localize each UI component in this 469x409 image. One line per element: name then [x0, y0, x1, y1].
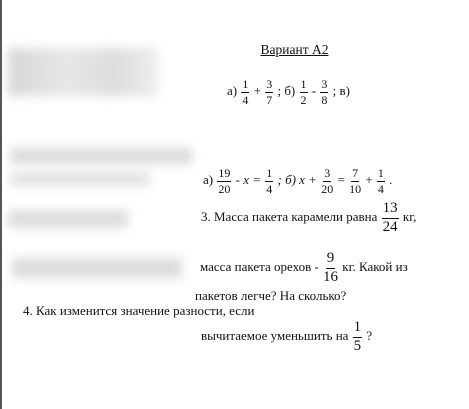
exercise-2-line — [203, 167, 392, 195]
fraction: $\frac{1}{5}$ — [353, 319, 362, 354]
task-text: масса пакета орехов - — [200, 259, 319, 275]
fraction: $\frac{19}{20}$ — [218, 166, 231, 196]
task-3-line-3 — [195, 289, 346, 302]
left-border-line — [0, 0, 2, 409]
operator: + — [365, 172, 373, 188]
fraction: $\frac{9}{16}$ — [323, 250, 339, 285]
blurred-region — [12, 258, 182, 278]
fraction: $\frac{1}{2}$ — [300, 77, 307, 107]
task-3-line-2 — [200, 251, 408, 286]
fraction: $\frac{1}{4}$ — [242, 77, 249, 107]
equation-part: - x = — [235, 172, 261, 188]
task-text: пакетов легче? На сколько? — [195, 288, 347, 303]
item-label: а) — [227, 83, 238, 99]
equation-part: ; б) x + — [277, 172, 317, 188]
blurred-region — [10, 148, 192, 164]
task-text: ? — [366, 328, 373, 344]
operator: - — [311, 83, 317, 99]
task-text: кг. Какой из — [342, 259, 408, 275]
fraction: $\frac{1}{4}$ — [377, 166, 384, 196]
item-label: а) — [203, 172, 214, 188]
task-4-line-2 — [201, 320, 372, 355]
fraction: $\frac{13}{24}$ — [382, 200, 398, 235]
task-text: кг, — [402, 209, 417, 225]
task-text: 4. Как изменится значение разности, если — [23, 303, 255, 318]
blurred-region — [8, 210, 128, 228]
task-3-line-1 — [201, 201, 416, 236]
variant-title: Вариант А2 — [260, 42, 329, 57]
fraction: $\frac{3}{8}$ — [321, 77, 328, 107]
equation-end: . — [389, 172, 393, 188]
fraction: $\frac{3}{7}$ — [266, 77, 273, 107]
exercise-1-line — [227, 78, 350, 106]
item-separator: ; б) — [277, 83, 296, 99]
fraction: $\frac{3}{20}$ — [321, 166, 334, 196]
fraction: $\frac{1}{4}$ — [266, 166, 273, 196]
task-text: вычитаемое уменьшить на — [201, 328, 349, 344]
blurred-region — [10, 172, 150, 186]
task-4-line-1 — [23, 304, 254, 317]
operator: = — [337, 172, 345, 188]
task-text: 3. Масса пакета карамели равна — [201, 209, 378, 225]
fraction: $\frac{7}{10}$ — [349, 166, 362, 196]
operator: + — [253, 83, 261, 99]
item-separator: ; в) — [332, 83, 350, 99]
